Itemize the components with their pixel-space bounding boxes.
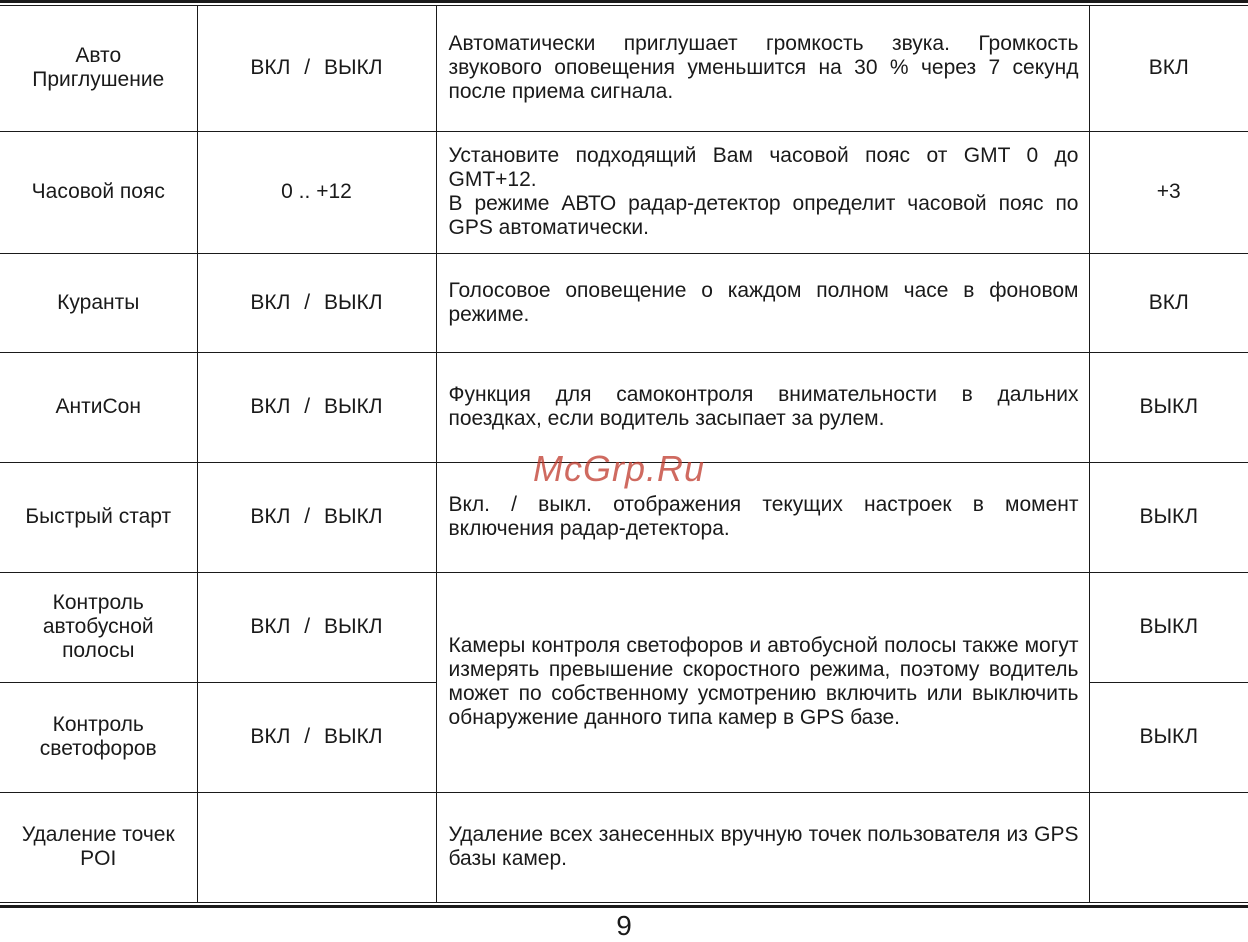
setting-range: ВКЛ / ВЫКЛ bbox=[197, 352, 436, 462]
table-row bbox=[0, 572, 1248, 682]
setting-name-text: Куранты bbox=[57, 290, 140, 314]
setting-default: ВКЛ bbox=[1089, 253, 1248, 352]
setting-default: ВЫКЛ bbox=[1089, 352, 1248, 462]
setting-name-traffic-light-control bbox=[0, 682, 197, 792]
setting-default: +3 bbox=[1089, 131, 1248, 253]
setting-name-text: Авто Приглушение bbox=[32, 44, 165, 92]
setting-description: Установите подходящий Вам часовой пояс от GMT 0 до GMT+12. В режиме АВТО радар-детектор определит часовой пояс по GPS автоматически. bbox=[436, 131, 1089, 253]
table-row bbox=[0, 6, 1248, 131]
setting-name-text: Часовой пояс bbox=[31, 180, 165, 203]
page-number: 9 bbox=[616, 910, 632, 941]
setting-default: ВЫКЛ bbox=[1089, 682, 1248, 792]
setting-description: Удаление всех занесенных вручную точек пользователя из GPS базы камер. bbox=[436, 792, 1089, 902]
setting-range: ВКЛ / ВЫКЛ bbox=[197, 682, 436, 792]
setting-range bbox=[197, 792, 436, 902]
setting-description: Камеры контроля светофоров и автобусной полосы также могут измерять превышение скоростного режима, поэтому водитель может по собственному усмотрению включить или выключить обнаружение данного типа камер в GPS базе. bbox=[436, 572, 1089, 792]
setting-name-timezone bbox=[0, 131, 197, 253]
watermark: McGrp.Ru bbox=[533, 448, 706, 489]
setting-default: ВКЛ bbox=[1089, 6, 1248, 131]
setting-range: ВКЛ / ВЫКЛ bbox=[197, 6, 436, 131]
setting-name-delete-poi bbox=[0, 792, 197, 902]
setting-default bbox=[1089, 792, 1248, 902]
setting-name-chimes bbox=[0, 253, 197, 352]
table-row bbox=[0, 792, 1248, 902]
setting-description: Голосовое оповещение о каждом полном часе в фоновом режиме. bbox=[436, 253, 1089, 352]
setting-range: ВКЛ / ВЫКЛ bbox=[197, 253, 436, 352]
table-row bbox=[0, 253, 1248, 352]
setting-name-quick-start bbox=[0, 462, 197, 572]
setting-default: ВЫКЛ bbox=[1089, 572, 1248, 682]
setting-name-text: АнтиСон bbox=[55, 395, 141, 418]
setting-default: ВЫКЛ bbox=[1089, 462, 1248, 572]
setting-description: Вкл. / выкл. отображения текущих настроек в момент включения радар-детектора. bbox=[436, 462, 1089, 572]
setting-name-text: Удаление точек POI bbox=[21, 823, 175, 871]
setting-name-antisleep bbox=[0, 352, 197, 462]
setting-name-bus-lane-control bbox=[0, 572, 197, 682]
bottom-rule-thin bbox=[0, 902, 1248, 903]
setting-range: ВКЛ / ВЫКЛ bbox=[197, 462, 436, 572]
table-row bbox=[0, 131, 1248, 253]
setting-description: Автоматически приглушает громкость звука. Громкость звукового оповещения уменьшится на 30 % через 7 секунд после приема сигнала. bbox=[436, 6, 1089, 131]
bottom-rule-thick bbox=[0, 905, 1248, 908]
setting-name-text: Контроль светофоров bbox=[39, 713, 157, 760]
setting-name-text: Быстрый старт bbox=[25, 505, 172, 528]
setting-description: Функция для самоконтроля внимательности в дальних поездках, если водитель засыпает за рулем. bbox=[436, 352, 1089, 462]
setting-range: 0 .. +12 bbox=[197, 131, 436, 253]
setting-range: ВКЛ / ВЫКЛ bbox=[197, 572, 436, 682]
setting-name-auto-mute bbox=[0, 6, 197, 131]
table-row bbox=[0, 352, 1248, 462]
top-rule-thick bbox=[0, 0, 1248, 3]
setting-name-text: Контроль автобусной полосы bbox=[42, 591, 154, 662]
